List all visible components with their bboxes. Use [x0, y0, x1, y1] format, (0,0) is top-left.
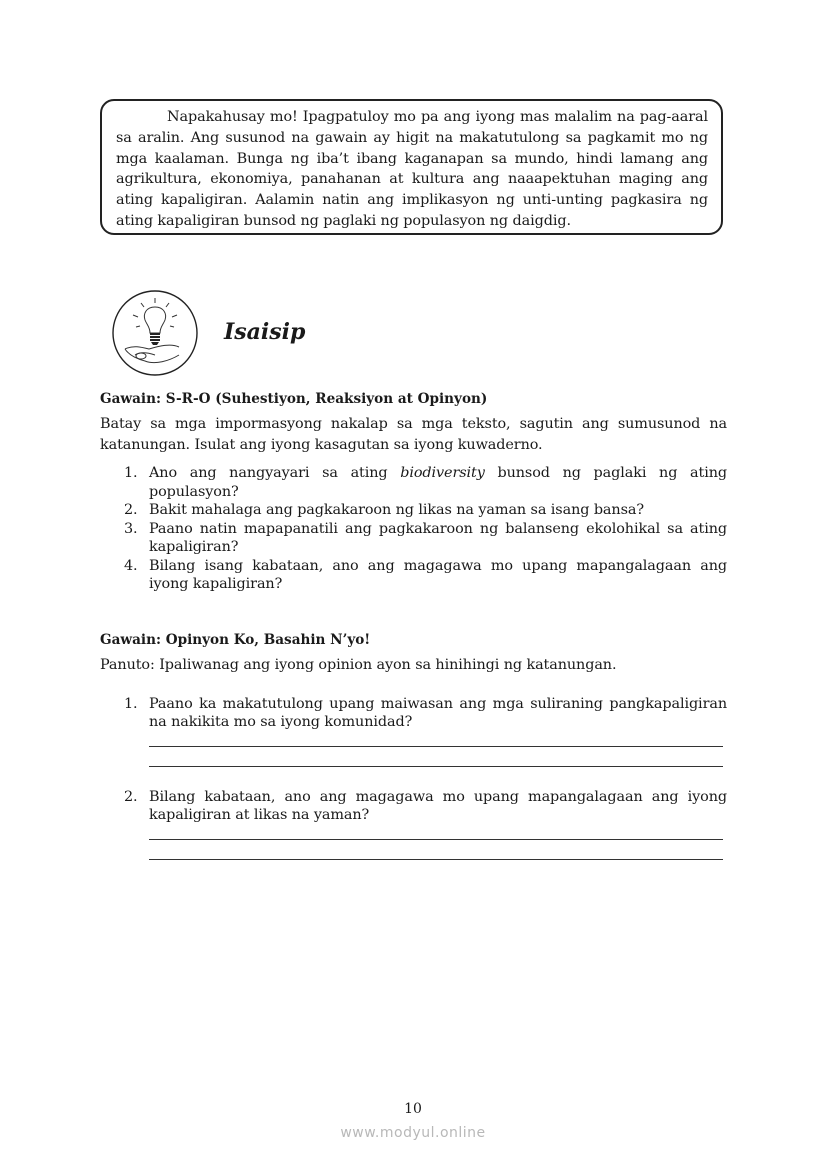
section-title: Isaisip	[224, 319, 306, 345]
answer-line[interactable]	[149, 746, 723, 747]
activity2-heading: Gawain: Opinyon Ko, Basahin N’yo!	[100, 632, 371, 648]
intro-box	[100, 99, 723, 235]
activity1	[100, 391, 727, 594]
section-header	[111, 289, 305, 377]
question-item: 2. Bakit mahalaga ang pagkakaroon ng likas na yaman sa isang bansa?	[124, 502, 644, 518]
intro-text: Napakahusay mo! Ipagpatuloy mo pa ang iyong mas malalim na pag-aaral sa aralin. Ang susunod na gawain ay higit na makatutulong sa pagkamit mo ng mga kaalaman. Bunga ng iba’t ibang kaganapan sa mundo, hindi lamang ang agrikultura, ekonomiya, panahanan at kultura ang naaapektuhan maging ang ating kapaligiran. Aalamin natin ang implikasyon ng unti-unting pagkasira ng ating kapaligiran bunsod ng paglaki ng populasyon ng daigdig.	[116, 109, 708, 229]
question-item: 4. Bilang isang kabataan, ano ang magagawa mo upang mapangalagaan ang iyong kapaligiran?	[124, 557, 727, 592]
page-number: 10	[404, 1101, 422, 1117]
activity1-heading: Gawain: S-R-O (Suhestiyon, Reaksiyon at Opinyon)	[100, 391, 488, 407]
answer-line[interactable]	[149, 839, 723, 840]
answer-line[interactable]	[149, 859, 723, 860]
question-item: 1. Ano ang nangyayari sa ating biodiversity bunsod ng paglaki ng ating populasyon?	[124, 465, 727, 500]
question-item: 1. Paano ka makatutulong upang maiwasan ang mga suliraning pangkapaligiran na nakikita mo sa iyong komunidad?	[124, 695, 727, 730]
activity2-questions	[100, 695, 727, 732]
activity1-questions	[100, 464, 727, 594]
watermark: www.modyul.online	[340, 1125, 486, 1141]
activity1-instructions: Batay sa mga impormasyong nakalap sa mga teksto, sagutin ang sumusunod na katanungan. Isulat ang iyong kasagutan sa iyong kuwaderno.	[100, 416, 727, 453]
question-item: 3. Paano natin mapapanatili ang pagkakaroon ng balanseng ekolohikal sa ating kapaligiran?	[124, 520, 727, 555]
answer-line[interactable]	[149, 766, 723, 767]
question-item: 2. Bilang kabataan, ano ang magagawa mo upang mapangalagaan ang iyong kapaligiran at likas na yaman?	[124, 788, 727, 823]
activity2-instructions: Panuto: Ipaliwanag ang iyong opinion ayon sa hinihingi ng katanungan.	[100, 657, 617, 673]
lightbulb-hand-icon	[111, 289, 199, 377]
activity2	[100, 632, 727, 860]
